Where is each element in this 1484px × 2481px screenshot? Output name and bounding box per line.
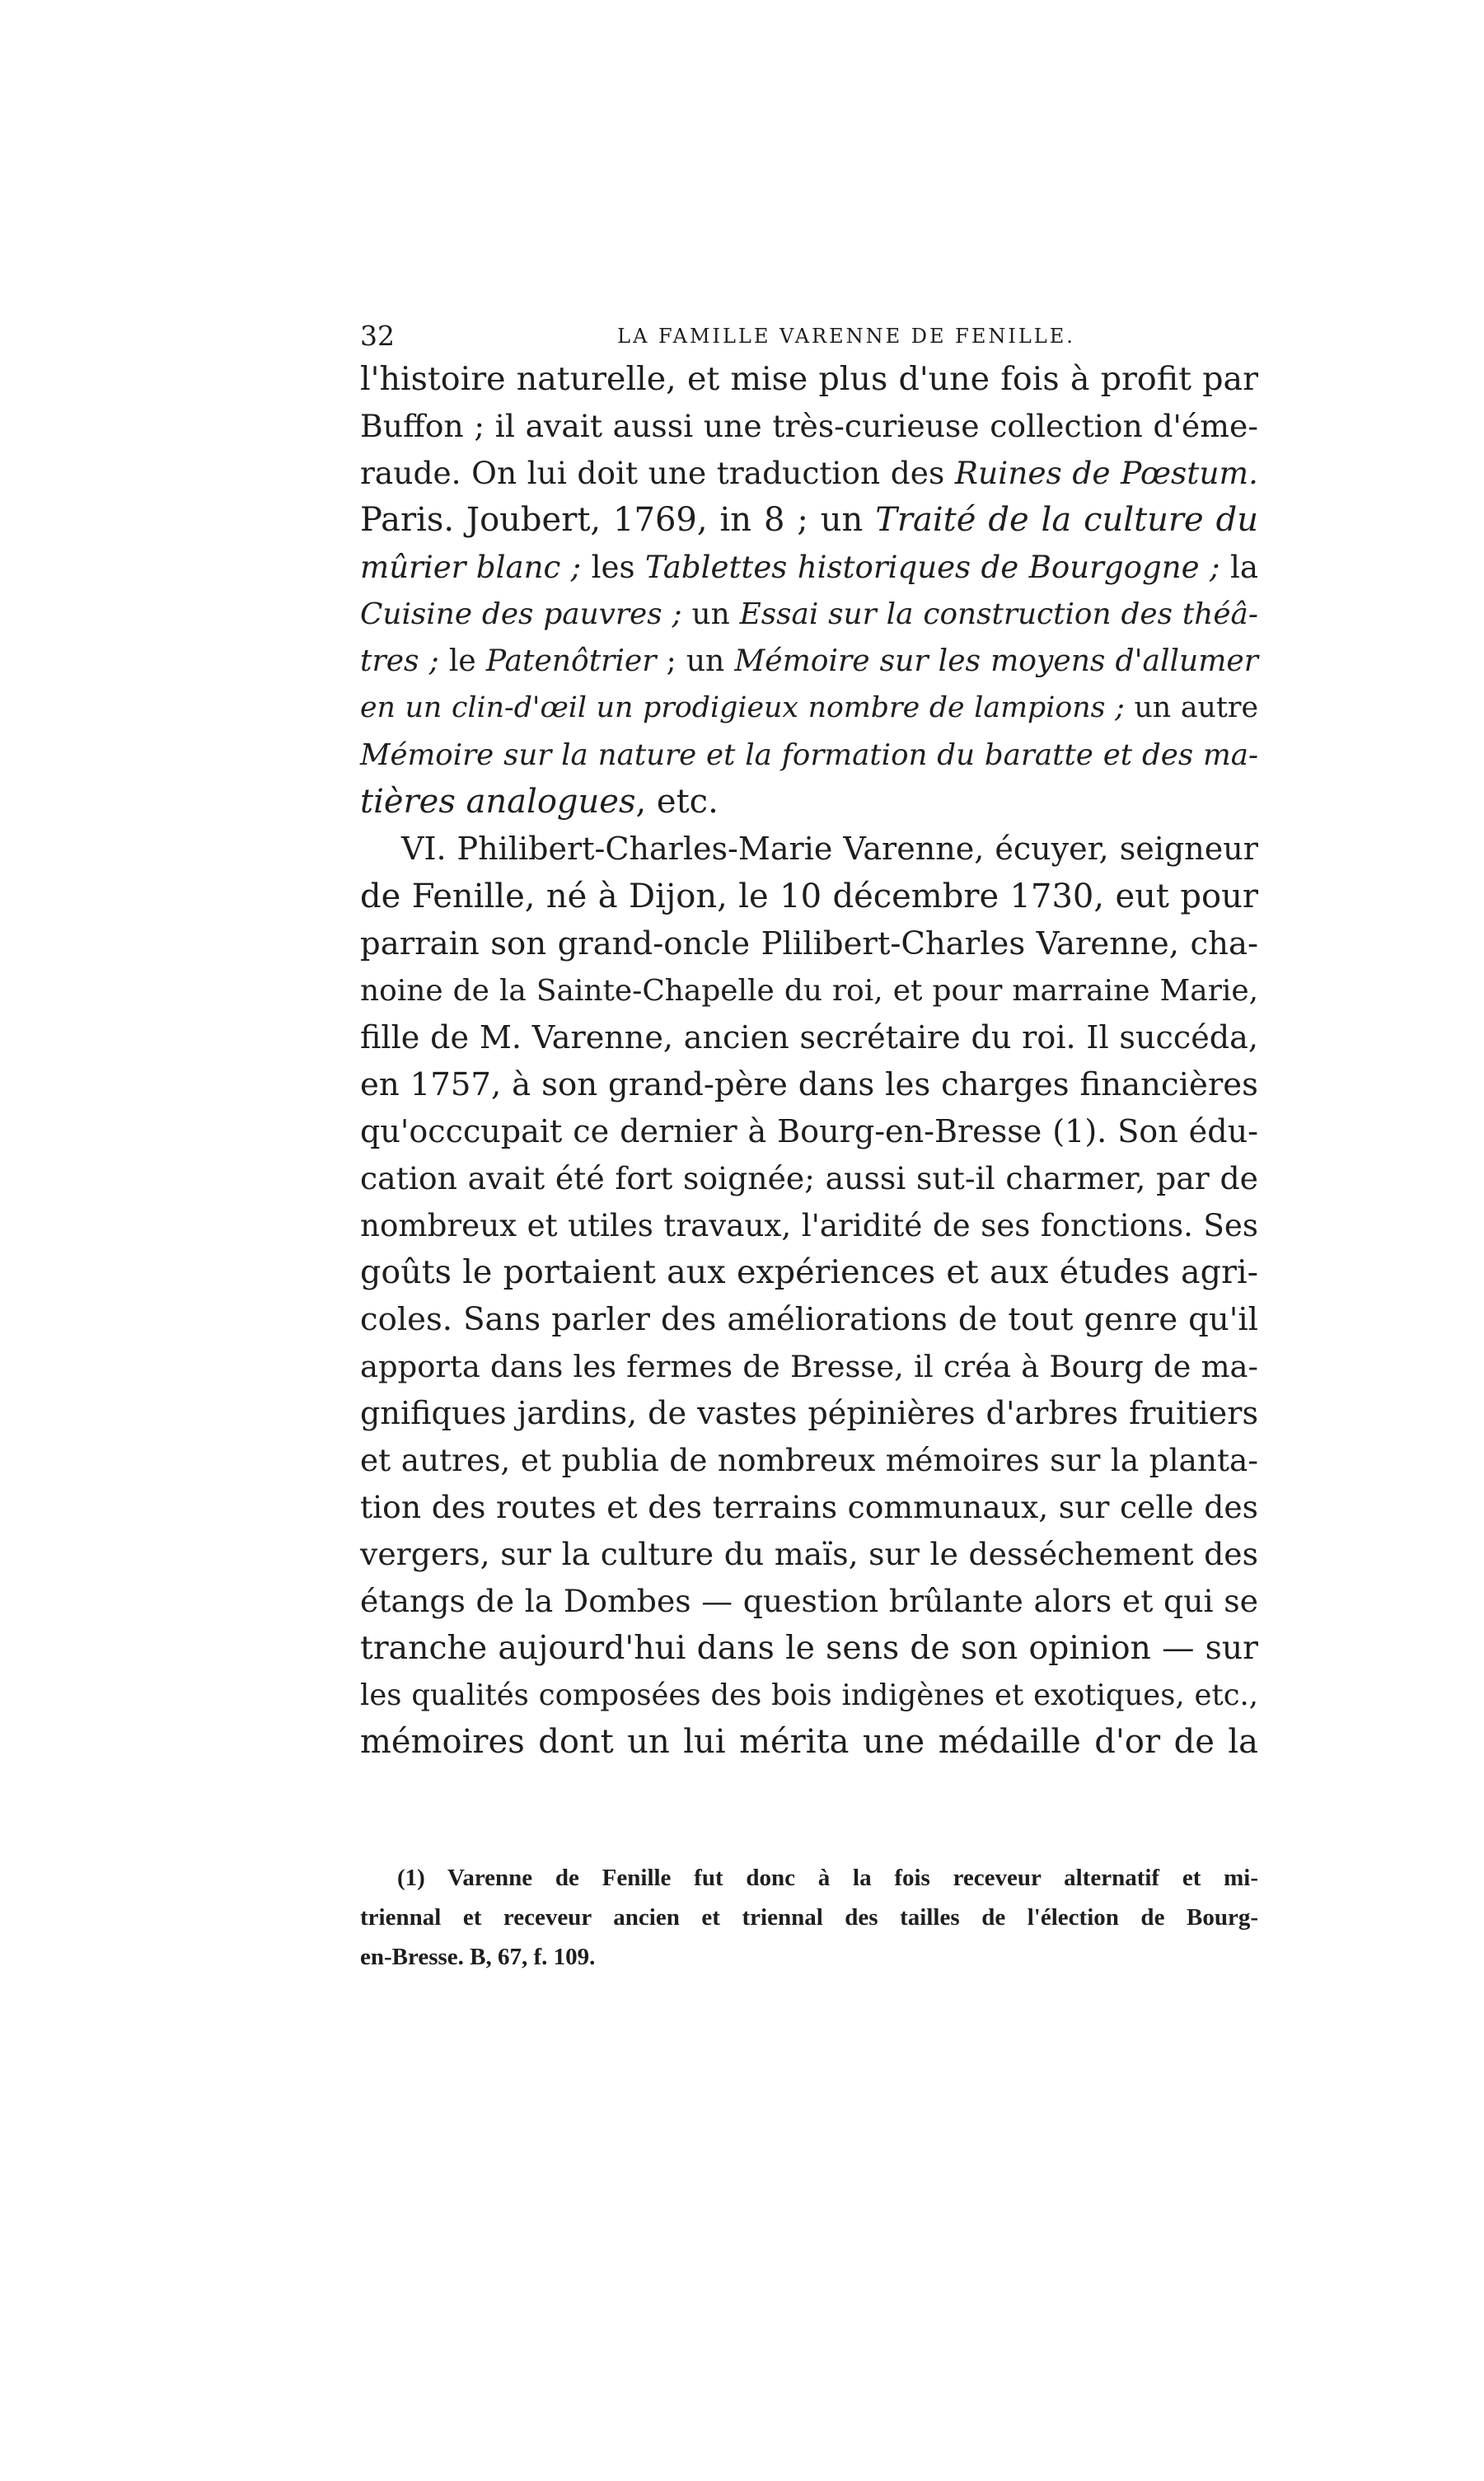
text-line: mûrier blanc ; les Tablettes historiques de Bourgogne ; la [360, 550, 1258, 586]
text-line: en un clin-d'œil un prodigieux nombre de lampions ; un autre [360, 691, 1258, 725]
text-line: l'histoire naturelle, et mise plus d'une fois à profit par [360, 360, 1258, 398]
page-number: 32 [360, 320, 395, 352]
text-line: apporta dans les fermes de Bresse, il créa à Bourg de ma- [360, 1348, 1258, 1384]
paragraph-start-line: VI. Philibert-Charles-Marie Varenne, écuyer, seigneur [401, 831, 1258, 868]
text-line: mémoires dont un lui mérita une médaille d'or de la [360, 1723, 1258, 1762]
text-line: Mémoire sur la nature et la formation du baratte et des ma- [360, 738, 1258, 773]
text-line: Paris. Joubert, 1769, in 8 ; un Traité de la culture du [360, 501, 1258, 540]
text-line: Buffon ; il avait aussi une très-curieuse collection d'éme- [360, 408, 1258, 445]
body-text [360, 356, 1258, 1766]
footnote-line: (1) Varenne de Fenille fut donc à la fois receveur alternatif et mi- [397, 1865, 1258, 1891]
text-line: qu'occcupait ce dernier à Bourg-en-Bresse (1). Son édu- [360, 1112, 1258, 1149]
text-line: les qualités composées des bois indigènes et exotiques, etc., [360, 1678, 1258, 1713]
text-line: fille de M. Varenne, ancien secrétaire du roi. Il succéda, [360, 1018, 1258, 1056]
text-line: nombreux et utiles travaux, l'aridité de ses fonctions. Ses [360, 1206, 1258, 1243]
text-line: tières analogues, etc. [360, 783, 719, 822]
text-line: coles. Sans parler des améliorations de tout genre qu'il [360, 1300, 1258, 1338]
text-line: Cuisine des pauvres ; un Essai sur la construction des théâ- [360, 597, 1258, 632]
text-line: en 1757, à son grand-père dans les charges financières [360, 1065, 1258, 1103]
text-line: noine de la Sainte-Chapelle du roi, et pour marraine Marie, [360, 973, 1258, 1008]
text-line: gnifiques jardins, de vastes pépinières d'arbres fruitiers [360, 1395, 1258, 1432]
text-line: raude. On lui doit une traduction des Ruines de Pœstum. [360, 455, 1258, 492]
footnote [360, 1858, 1258, 1977]
footnote-line: triennal et receveur ancien et triennal des tailles de l'élection de Bourg- [360, 1904, 1258, 1931]
text-line: cation avait été fort soignée; aussi sut-il charmer, par de [360, 1159, 1258, 1196]
text-line: tres ; le Patenôtrier ; un Mémoire sur les moyens d'allumer [360, 644, 1259, 679]
running-title: LA FAMILLE VARENNE DE FENILLE. [617, 325, 1075, 348]
text-line: parrain son grand-oncle Plilibert-Charles Varenne, cha- [360, 925, 1258, 962]
footnote-line: en-Bresse. B, 67, f. 109. [360, 1944, 596, 1970]
text-line: tion des routes et des terrains communaux, sur celle des [360, 1489, 1258, 1526]
page-header [360, 320, 1258, 353]
text-line: de Fenille, né à Dijon, le 10 décembre 1730, eut pour [360, 877, 1258, 915]
text-line: tranche aujourd'hui dans le sens de son opinion — sur [360, 1629, 1258, 1668]
text-line: étangs de la Dombes — question brûlante alors et qui se [360, 1583, 1258, 1620]
text-line: vergers, sur la culture du maïs, sur le desséchement des [360, 1536, 1258, 1573]
text-line: goûts le portaient aux expériences et aux études agri- [360, 1252, 1258, 1291]
text-line: et autres, et publia de nombreux mémoires sur la planta- [360, 1442, 1258, 1479]
